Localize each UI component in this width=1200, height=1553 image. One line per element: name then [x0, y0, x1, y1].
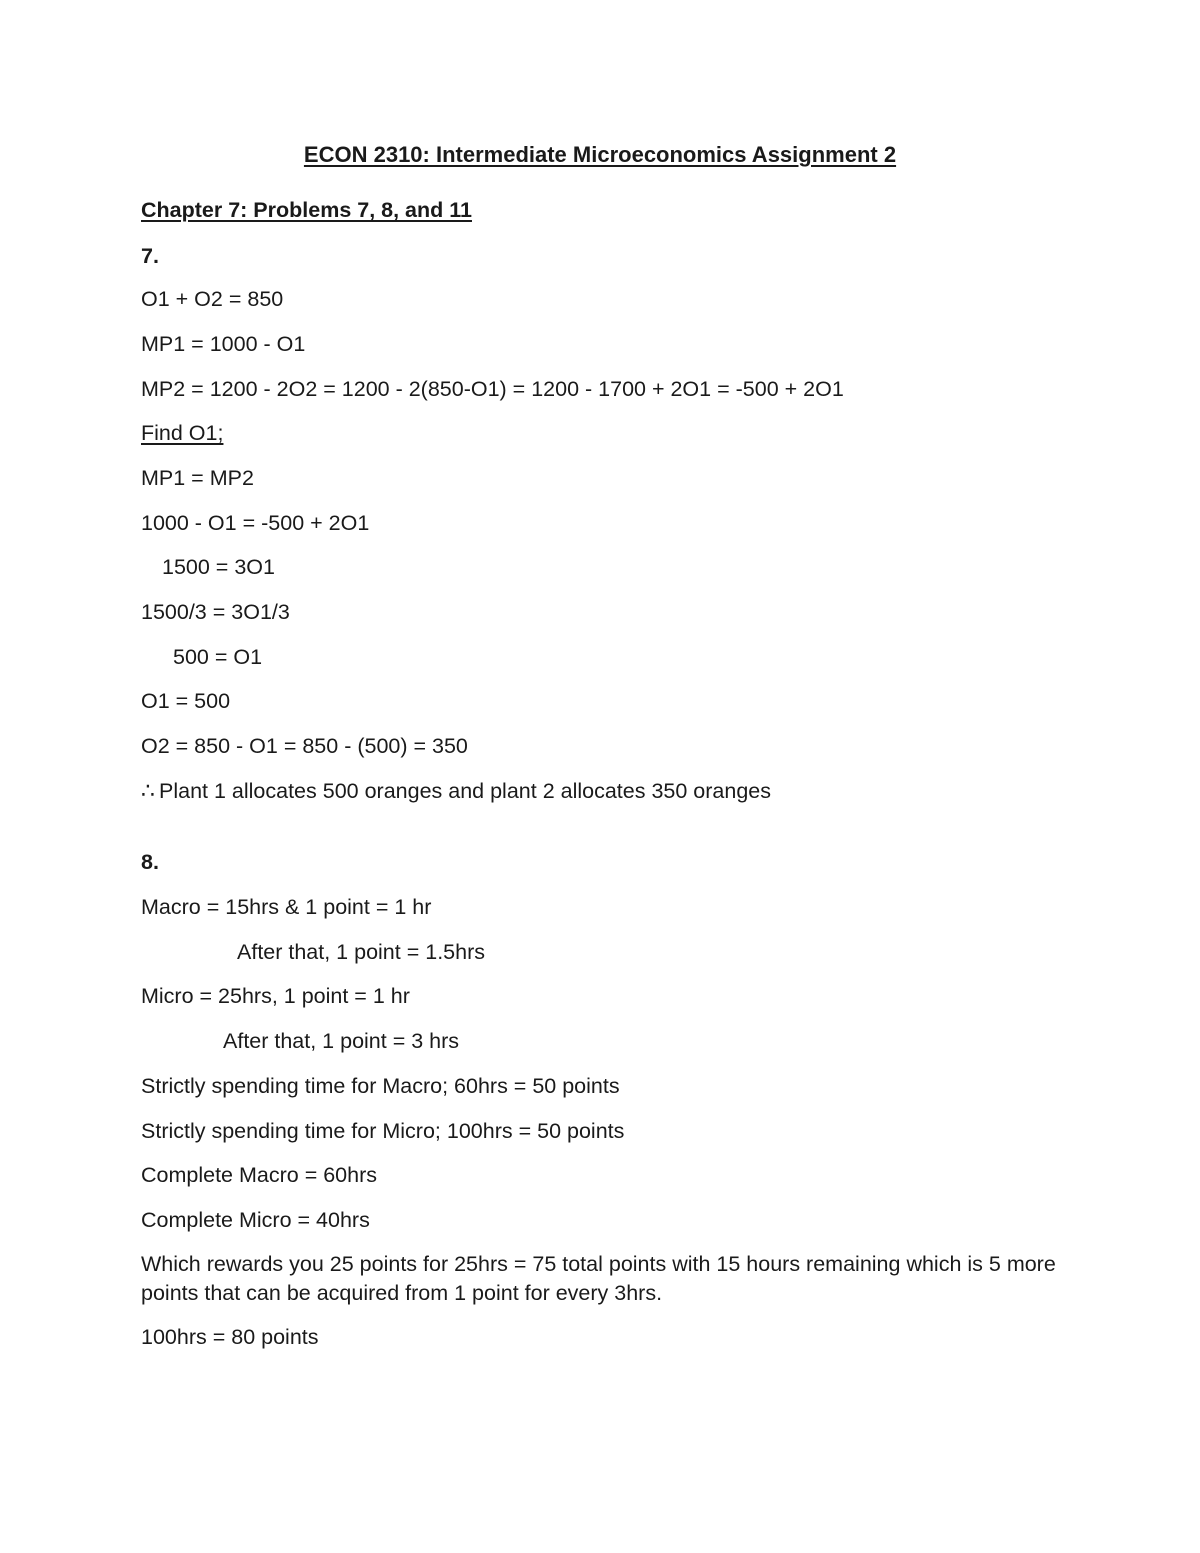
problem-7-line: MP1 = MP2	[141, 466, 254, 490]
problem-8-line: Strictly spending time for Macro; 60hrs = 50 points	[141, 1074, 620, 1098]
problem-7-line: Find O1;	[141, 421, 224, 445]
problem-7-conclusion	[141, 777, 771, 805]
problem-8-line: Micro = 25hrs, 1 point = 1 hr	[141, 984, 410, 1008]
problem-8-line: Macro = 15hrs & 1 point = 1 hr	[141, 895, 432, 919]
document-title: ECON 2310: Intermediate Microeconomics Assignment 2	[303, 142, 897, 167]
problem-8-line: After that, 1 point = 3 hrs	[223, 1029, 460, 1053]
conclusion-text: Plant 1 allocates 500 oranges and plant 2 allocates 350 oranges	[159, 779, 771, 803]
problem-7-line: O1 + O2 = 850	[141, 287, 284, 311]
chapter-heading: Chapter 7: Problems 7, 8, and 11	[141, 198, 472, 222]
problem-7-line: MP2 = 1200 - 2O2 = 1200 - 2(850-O1) = 1200 - 1700 + 2O1 = -500 + 2O1	[141, 377, 844, 401]
problem-7-line: 1500 = 3O1	[162, 555, 275, 579]
problem-8-line: Complete Micro = 40hrs	[141, 1208, 370, 1232]
problem-8-line: Complete Macro = 60hrs	[141, 1163, 378, 1187]
problem-8-line: Strictly spending time for Micro; 100hrs = 50 points	[141, 1119, 625, 1143]
therefore-symbol: ∴	[141, 778, 155, 803]
problem-7-line: MP1 = 1000 - O1	[141, 332, 306, 356]
problem-7-line: O2 = 850 - O1 = 850 - (500) = 350	[141, 734, 468, 758]
problem-8-number: 8.	[141, 850, 159, 874]
problem-7-number: 7.	[141, 244, 159, 268]
problem-7-line: 1500/3 = 3O1/3	[141, 600, 290, 624]
problem-7-line: O1 = 500	[141, 689, 231, 713]
problem-8-paragraph: Which rewards you 25 points for 25hrs = 75 total points with 15 hours remaining which is 5 more points that can be acquired from 1 point for every 3hrs.	[141, 1252, 1056, 1305]
problem-7-line: 500 = O1	[173, 645, 263, 669]
problem-8-line: After that, 1 point = 1.5hrs	[237, 940, 485, 964]
problem-8-line: 100hrs = 80 points	[141, 1325, 319, 1349]
problem-7-line: 1000 - O1 = -500 + 2O1	[141, 511, 370, 535]
